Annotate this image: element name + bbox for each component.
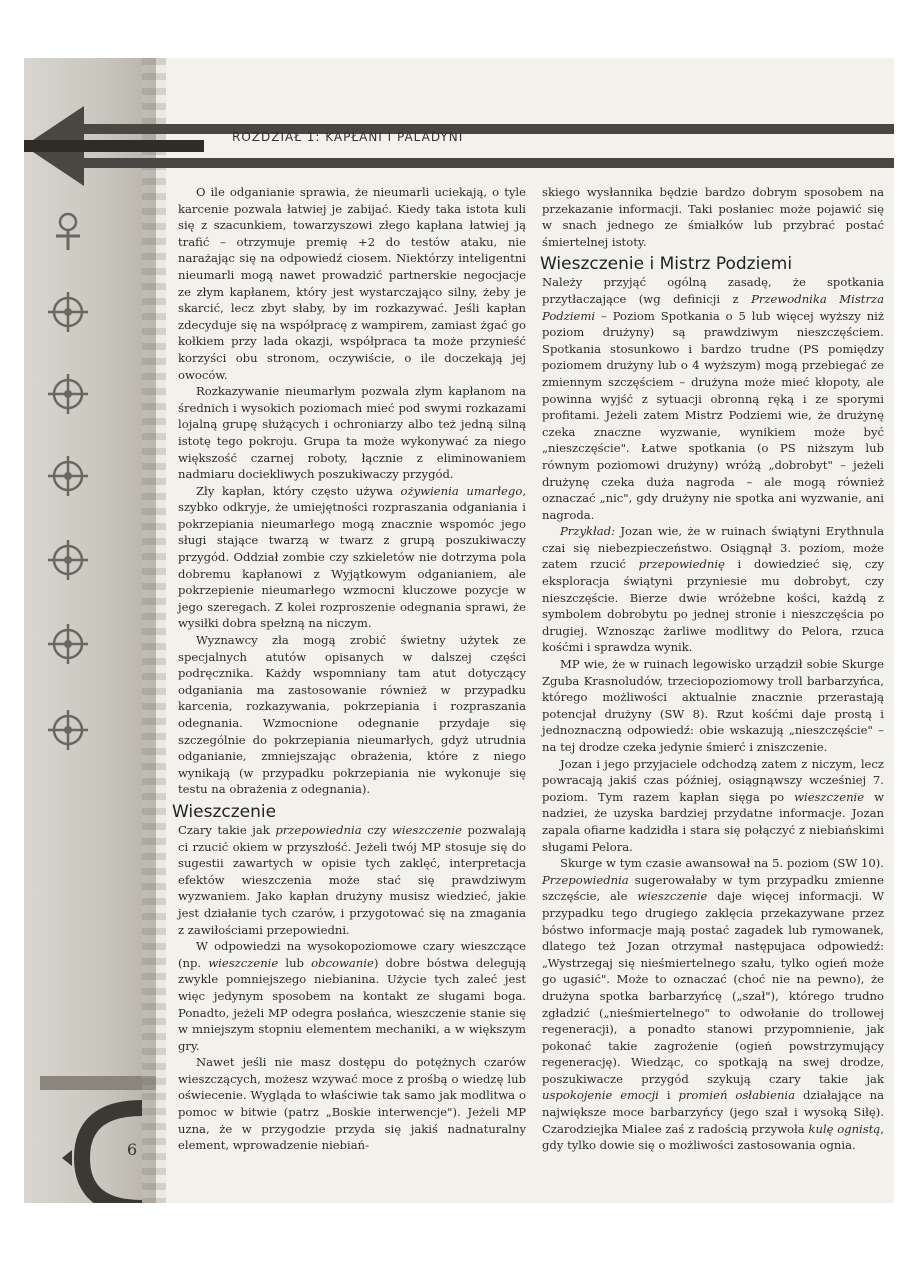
crosshair-symbol-icon <box>46 454 90 498</box>
paragraph: skiego wysłannika będzie bardzo dobrym sposobem na przekazanie informacji. Taki posłaniec może pojawić się w snach jednego ze śmiałków lub przybrać postać śmiertelnej istoty. <box>542 185 884 249</box>
decorative-bar <box>40 1076 156 1090</box>
chapter-header: ROZDZIAŁ 1: KAPŁANI I PALADYNI <box>232 130 464 144</box>
decorative-sidebar <box>24 58 156 1203</box>
paragraph: Czary takie jak przepowiednia czy wieszczenie pozwalają ci rzucić okiem w przyszłość. Jeżeli twój MP stosuje się do sugestii zawartych w opisie tych zaklęć, interpretacja efektów wieszczenia może stać się prawdziwym wyzwaniem. Jako kapłan drużyny musisz wiedzieć, jakie jest działanie tych czarów, i przygotować się na zmagania z zawiłościami przepowiedni. <box>178 822 526 937</box>
book-page <box>24 58 894 1203</box>
c-ornament-icon <box>62 1098 162 1203</box>
arrow-header-icon <box>24 98 894 194</box>
paragraph: Jozan i jego przyjaciele odchodzą zatem z niczym, lecz powracają jakiś czas później, osiągnąwszy wcześniej 7. poziom. Tym razem kapłan sięga po wieszczenie w nadziei, że uzyska bardziej przydatne informacje. Jozan zapala ofiarne kadzidła i stara się połączyć z niebiańskimi sługami Pelora. <box>542 756 885 854</box>
section-heading-mistrz-podziemi: Wieszczenie i Mistrz Podziemi <box>540 254 793 275</box>
paragraph: O ile odganianie sprawia, że nieumarli uciekają, o tyle karcenie pozwala łatwiej je zabijać. Kiedy taka istota kuli się z szacunkiem, towarzyszowi złego kapłana łatwiej ją trafić – otrzymuje premię +2 do testów ataku, nie narażając się na odpowiedź ciosem. Niektórzy inteligentni nieumarli mogą nawet prowadzić partnerskie negocjacje ze złym kapłanem, który jest wystarczająco silny, żeby je skarcić, lecz zbyt słaby, by im rozkazywać. Jeśli kapłan zdecyduje się na współpracę z wampirem, zamiast żgać go kołkiem przy lada okazji, współpraca ta może przynieść korzyści obu stronom, oczywiście, o ile doczekają jej owoców. <box>178 185 526 382</box>
section-heading-wieszczenie: Wieszczenie <box>172 801 277 822</box>
paragraph: Zły kapłan, który często używa ożywienia umarłego, szybko odkryje, że umiejętności rozpraszania odganiania i pokrzepiania nieumarłego mogą znacznie wspomóc jego sługi stające twarzą w twarz z grupą poszukiwaczy przygód. Oddział zombie czy szkieletów nie dotrzyma pola dobremu kapłanowi z Wyjątkowym odganianiem, ale pokrzepienie nieumarłego wzmocni kluczowe pozycje w jego szeregach. Z kolei rozproszenie odegnania sprawi, że wysiłki dobra spełzną na niczym. <box>178 483 526 631</box>
paragraph: Przykład: Jozan wie, że w ruinach świątyni Erythnula czai się niebezpieczeństwo. Osiągnął 3. poziom, może zatem rzucić przepowiednię i dowiedzieć się, czy eksploracja świątyni przyniesie mu dobrobyt, czy nieszczęście. Bierze dwie wróżebne kości, każdą z symbolem dobrobytu po jednej stronie i nieszczęścia po drugiej. Wznosząc żarliwe modlitwy do Pelora, rzuca kośćmi i sprawdza wynik. <box>542 524 885 655</box>
left-column <box>172 184 526 1154</box>
crosshair-symbol-icon <box>46 708 90 752</box>
paragraph: Należy przyjąć ogólną zasadę, że spotkania przytłaczające (wg definicji z Przewodnika Mistrza Podziemi – Poziom Spotkania o 5 lub więcej wyższy niż poziom drużyny) są prawdziwym nieszczęściem. Spotkania stosunkowo i bardzo trudne (PS pomiędzy poziomem drużyny lub o 4 wyższym) mogą przebiegać ze zmiennym szczęściem – drużyna może mieć kłopoty, ale powinna wyjść z sytuacji obronną ręką i ze sporymi profitami. Jeżeli zatem Mistrz Podziemi wie, że drużynę czeka znaczne wyzwanie, wynikiem może być „nieszczęście". Łatwe spotkania (o PS niższym lub równym poziomowi drużyny) wróżą „dobrobyt" – jeżeli drużynę czeka duża nagroda – ale mogą również oznaczać „nic", gdy drużyny nie spotka ani wyzwanie, ani nagroda. <box>542 275 885 522</box>
paragraph: Rozkazywanie nieumarłym pozwala złym kapłanom na średnich i wysokich poziomach mieć pod swymi rozkazami lojalną grupę służących i ochroniarzy albo też jedną silną istotę tego pokroju. Grupa ta może wykonywać za niego większość czarnej roboty, łącznie z eliminowaniem nadmiaru dociekliwych poszukiwaczy przygód. <box>178 384 526 482</box>
crosshair-symbol-icon <box>46 372 90 416</box>
page-number: 6 <box>127 1140 138 1159</box>
crosshair-symbol-icon <box>46 290 90 334</box>
ankh-symbol-icon <box>46 208 90 252</box>
paragraph: Wyznawcy zła mogą zrobić świetny użytek ze specjalnych atutów opisanych w dalszej części podręcznika. Każdy wspomniany tam atut dotyczący odganiania ma zastosowanie również w przypadku karcenia, rozkazywania, pokrzepiania i rozpraszania odegnania. Wzmocnione odegnanie przydaje się szczególnie do pokrzepiania nieumarłych, gdyż utrudnia odganianie, zmniejszając obrażenia, które z niego wynikają (w przypadku pokrzepiania nie wykonuje się testu na obrażenia z odegnania). <box>178 633 526 797</box>
crosshair-symbol-icon <box>46 622 90 666</box>
paragraph: Nawet jeśli nie masz dostępu do potężnych czarów wieszczących, możesz wzywać moce z prośbą o wiedzę lub oświecenie. Wygląda to właściwie tak samo jak modlitwa o pomoc w bitwie (patrz „Boskie interwencje"). Jeżeli MP uzna, że w przygodzie przyda się jakiś nadnaturalny element, wprowadzenie niebiań- <box>178 1055 526 1153</box>
paragraph: W odpowiedzi na wysokopoziomowe czary wieszczące (np. wieszczenie lub obcowanie) dobre bóstwa delegują zwykle pomniejszego niebianina. Użycie tych zaleć jest więc jedynym sposobem na kontakt ze sługami boga. Ponadto, jeżeli MP odegra posłańca, wieszczenie stanie się w mniejszym stopniu elementem mechaniki, a w większym gry. <box>178 939 526 1053</box>
crosshair-symbol-icon <box>46 538 90 582</box>
paragraph: Skurge w tym czasie awansował na 5. poziom (SW 10). Przepowiednia sugerowałaby w tym przypadku zmienne szczęście, ale wieszczenie daje więcej informacji. W przypadku tego drugiego zaklęcia przekazywane przez bóstwo informacje mają postać zagadek lub rymowanek, dlatego też Jozan otrzymał następujaca odpowiedź: „Wystrzegaj się nieśmiertelnego szału, tylko ogień może go ugasić". Może to oznaczać (choć nie na pewno), że drużyna spotka barbarzyńcę („szał"), którego trudno zgładzić („nieśmiertelnego" to odwołanie do trollowej regeneracji), a ponadto stanowi przypomnienie, jak pokonać takie zagrożenie (ogień powstrzymujący regenerację). Wiedząc, co spotkają na swej drodze, poszukiwacze przygód szykują czary takie jak uspokojenie emocji i promień osłabienia działające na największe moce barbarzyńcy (jego szał i wysoką Siłę). Czarodziejka Mialee zaś z radością przywoła kulę ognistą, gdy tylko dowie się o możliwości zastosowania ognia. <box>542 856 885 1153</box>
paragraph: MP wie, że w ruinach legowisko urządził sobie Skurge Zguba Krasnoludów, trzeciopoziomowy troll barbarzyńca, którego możliwości aktualnie znacznie przerastają potencjał drużyny (SW 8). Rzut kośćmi daje prostą i jednoznaczną odpowiedź: obie wskazują „nieszczęście" – na tej drodze czeka jedynie śmierć i zniszczenie. <box>542 657 884 754</box>
right-column <box>542 184 884 1154</box>
